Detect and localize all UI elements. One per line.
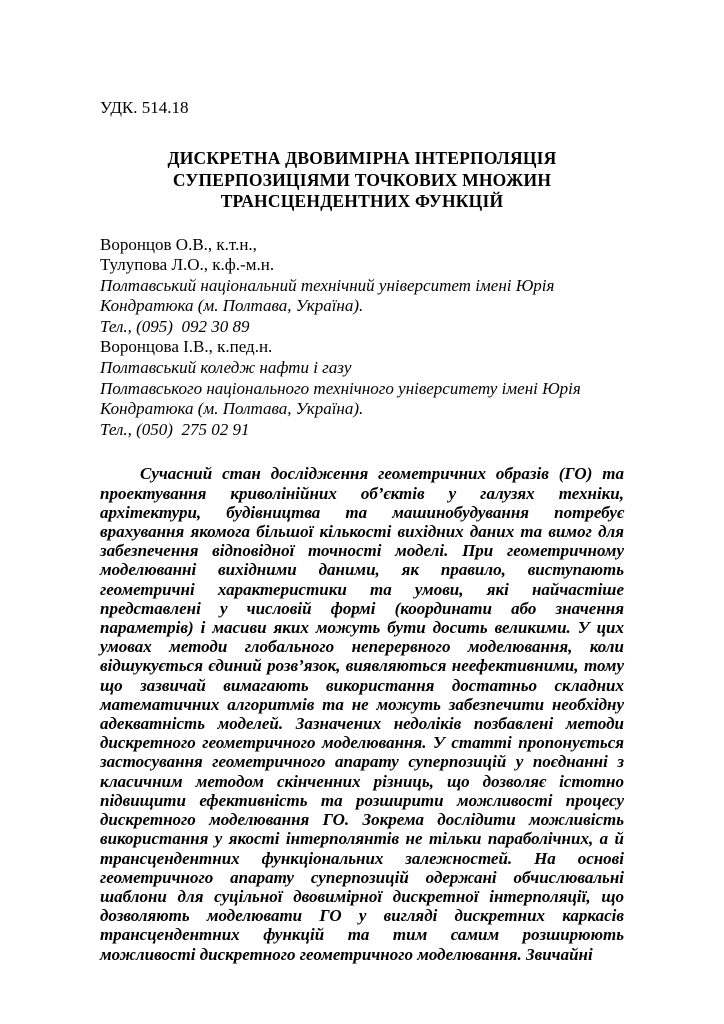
authors-block <box>100 235 624 441</box>
abstract-paragraph: Сучасний стан дослідження геометричних образів (ГО) та проектування криволінійних об’єктів у галузях техніки, архітектури, будівництва та машинобудування потребує врахування якомога більшої кількості вихідних даних та вимог для забезпечення відповідної точності моделі. При геометричному моделюванні вихідними даними, як правило, виступають геометричні характеристики та умови, які найчастіше представлені у числовій формі (координати або значення параметрів) і масиви яких можуть бути досить великими. У цих умовах методи глобального неперервного моделювання, коли відшукується єдиний розв’язок, виявляються неефективними, тому що зазвичай вимагають використання достатньо складних математичних алгоритмів та не можуть забезпечити необхідну адекватність моделей. Зазначених недоліків позбавлені методи дискретного геометричного моделювання. У статті пропонується застосування геометричного апарату суперпозицій у поєднанні з класичним методом скінченних різниць, що дозволяє істотно підвищити ефективність та розширити можливості процесу дискретного моделювання ГО. Зокрема дослідити можливість використання у якості інтерполянтів не тільки параболічних, а й трансцендентних функціональних залежностей. На основі геометричного апарату суперпозицій одержані обчислювальні шаблони для суцільної двовимірної дискретної інтерполяції, що дозволяють моделювати ГО у вигляді дискретних каркасів трансцендентних функцій та тим самим розширюють можливості дискретного геометричного моделювання. Звичайні <box>100 464 624 964</box>
author-phone: Тел., (095) 092 30 89 <box>100 316 250 336</box>
paper-title <box>100 148 624 213</box>
author-affiliation: Полтавського національного технічного університету імені Юрія Кондратюка (м. Полтава, Україна). <box>100 378 586 419</box>
author-affiliation: Полтавський національний технічний університет імені Юрія Кондратюка (м. Полтава, Україна). <box>100 275 559 316</box>
author-affiliation: Полтавський коледж нафти і газу <box>100 358 352 378</box>
author-name: Тулупова Л.О., к.ф.-м.н. <box>100 255 275 275</box>
paper-title-line-2: СУПЕРПОЗИЦІЯМИ ТОЧКОВИХ МНОЖИН <box>172 169 552 190</box>
author-name: Воронцова І.В., к.пед.н. <box>100 337 273 357</box>
paper-title-line-1: ДИСКРЕТНА ДВОВИМІРНА ІНТЕРПОЛЯЦІЯ <box>167 148 557 168</box>
author-phone: Тел., (050) 275 02 91 <box>100 419 250 439</box>
author-name: Воронцов О.В., к.т.н., <box>100 234 257 254</box>
udc-code: УДК. 514.18 <box>100 98 189 117</box>
paper-title-line-3: ТРАНСЦЕНДЕНТНИХ ФУНКЦІЙ <box>220 191 504 211</box>
